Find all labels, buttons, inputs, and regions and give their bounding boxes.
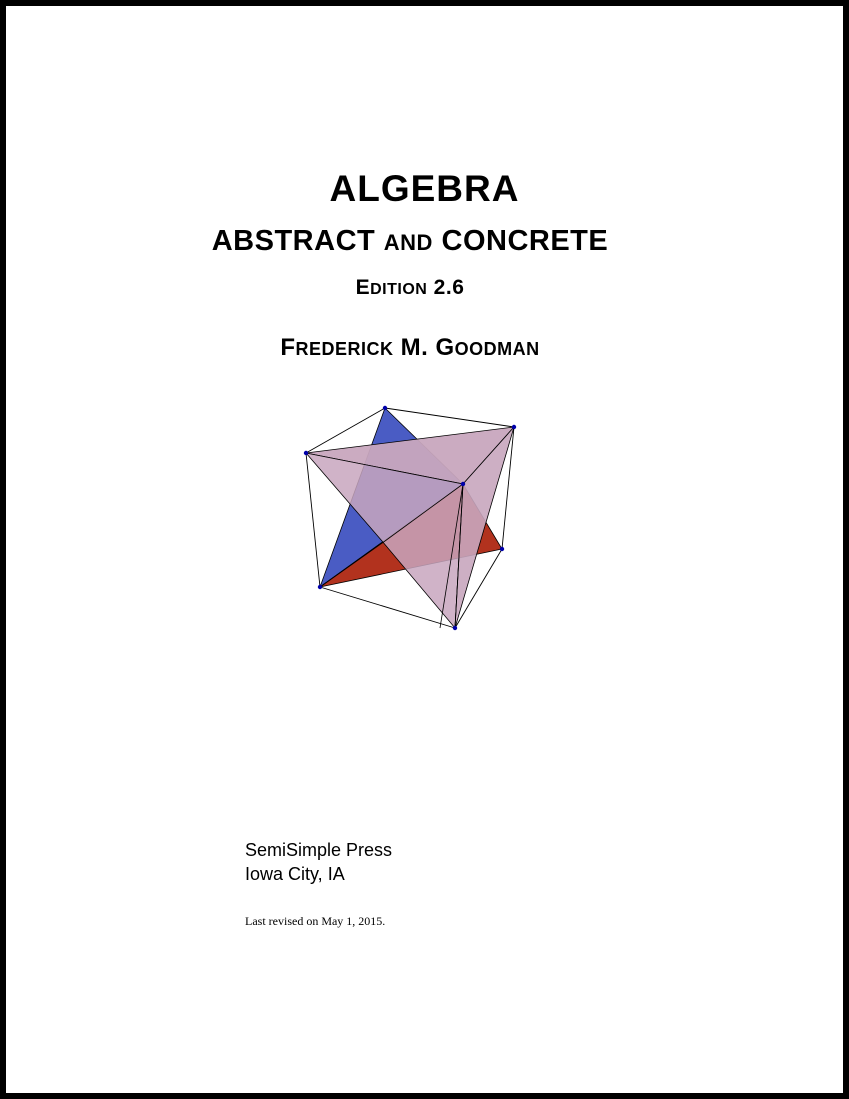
subtitle-abstract: ABSTRACT	[211, 225, 384, 257]
stella-octangula-icon	[290, 395, 530, 640]
publisher-location: Iowa City, IA	[245, 864, 345, 884]
author-middle-initial: M.	[393, 334, 436, 361]
author-rederick: REDERICK	[295, 339, 394, 359]
subtitle-and: AND	[383, 230, 433, 255]
author-initial-g: G	[435, 334, 455, 361]
edition-rest: DITION	[370, 281, 428, 298]
publisher-block	[245, 838, 392, 886]
revision-note: Last revised on May 1, 2015.	[245, 914, 386, 928]
edition-label	[0, 276, 820, 300]
pink-face-lower	[306, 453, 463, 628]
edition-number: 2.6	[427, 276, 465, 299]
edition-initial: E	[355, 276, 371, 299]
book-subtitle	[0, 225, 820, 258]
author-initial-f: F	[280, 334, 296, 361]
publisher-name: SemiSimple Press	[245, 840, 393, 860]
author-oodman: OODMAN	[454, 339, 540, 359]
author-name	[0, 334, 820, 362]
book-title: ALGEBRA	[329, 168, 520, 209]
subtitle-concrete: CONCRETE	[432, 225, 609, 257]
